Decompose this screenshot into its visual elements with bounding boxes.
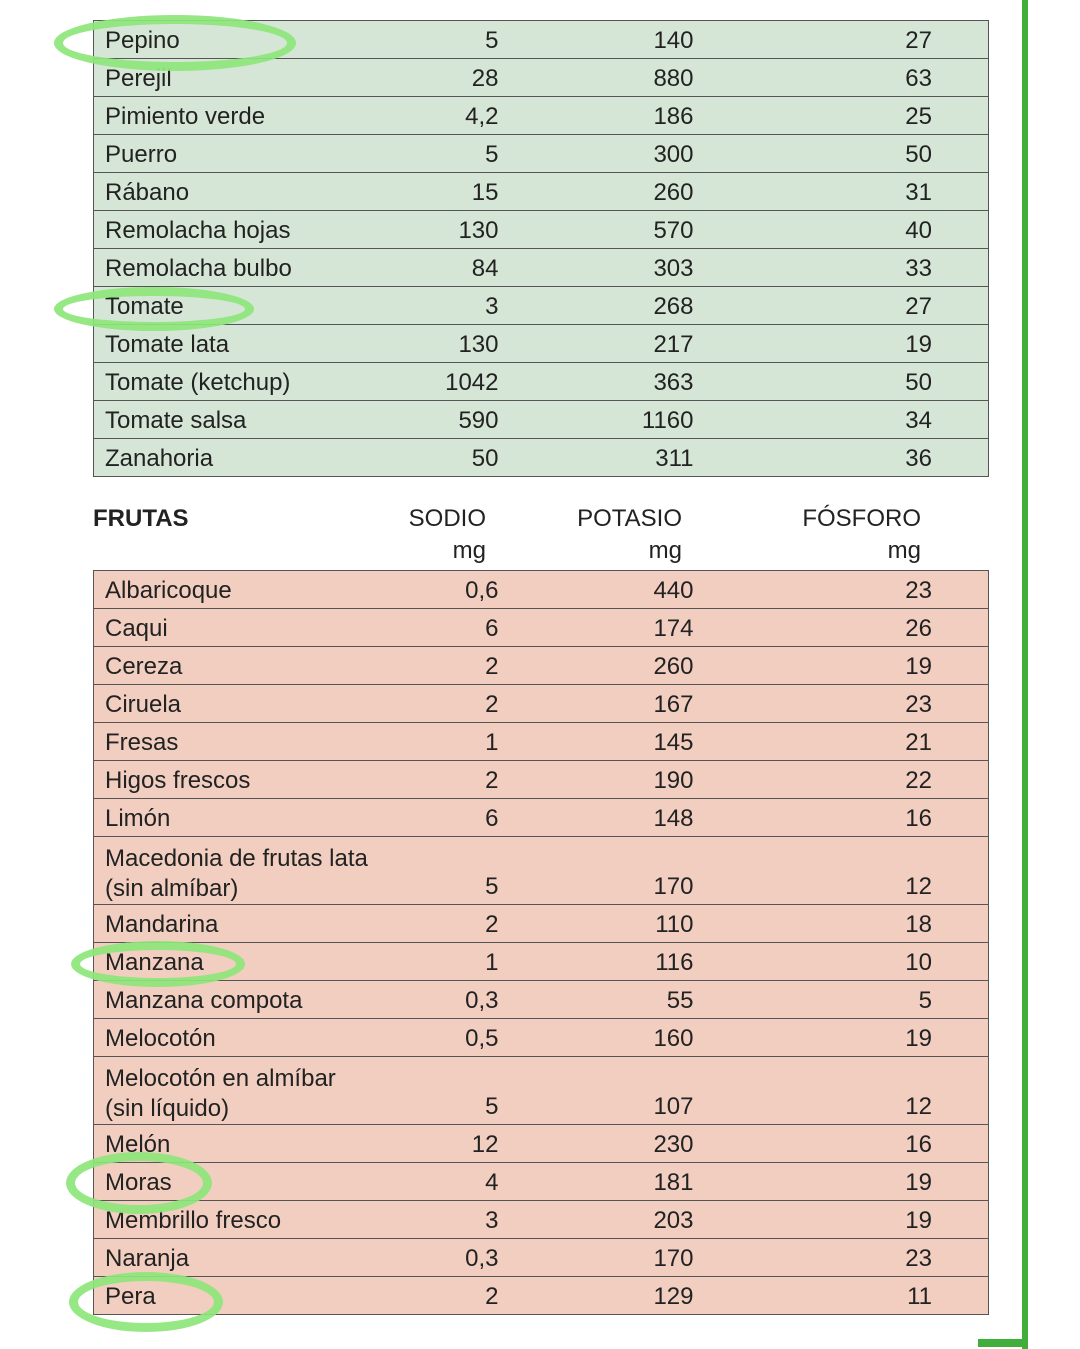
sodium-value: 2 bbox=[485, 767, 499, 794]
sodium-value: 4 bbox=[485, 1169, 499, 1196]
potassium-value-cell bbox=[499, 837, 694, 905]
sodium-value-cell bbox=[394, 1277, 499, 1315]
food-name: Pimiento verde bbox=[105, 103, 266, 130]
food-name: Naranja bbox=[105, 1245, 190, 1272]
potassium-value: 217 bbox=[653, 331, 694, 358]
phosphorus-value-cell bbox=[694, 799, 989, 837]
phosphorus-value: 19 bbox=[905, 331, 932, 358]
sodium-value: 0,3 bbox=[465, 1245, 499, 1272]
sodium-value-cell bbox=[394, 287, 499, 325]
sodium-value: 0,3 bbox=[465, 987, 499, 1014]
sodium-value-cell bbox=[394, 1019, 499, 1057]
food-name: Pepino bbox=[105, 27, 180, 54]
sodium-value-cell bbox=[394, 401, 499, 439]
sodium-value: 5 bbox=[485, 873, 499, 900]
food-name-cell bbox=[94, 761, 394, 799]
table-row bbox=[94, 1057, 989, 1125]
potassium-value-cell bbox=[499, 1125, 694, 1163]
food-name-cell bbox=[94, 1057, 394, 1125]
food-name: Tomate salsa bbox=[105, 407, 247, 434]
food-name-cell bbox=[94, 1019, 394, 1057]
phosphorus-value: 23 bbox=[905, 691, 932, 718]
sodium-value: 1 bbox=[485, 729, 499, 756]
phosphorus-value: 16 bbox=[905, 805, 932, 832]
potassium-value: 174 bbox=[653, 615, 694, 642]
food-name-cell bbox=[94, 571, 394, 609]
sodium-value: 2 bbox=[485, 1283, 499, 1310]
food-name: Tomate (ketchup) bbox=[105, 369, 291, 396]
phosphorus-value-cell bbox=[694, 1125, 989, 1163]
sodium-value-cell bbox=[394, 609, 499, 647]
food-name-cell bbox=[94, 97, 394, 135]
sodium-value: 28 bbox=[471, 65, 499, 92]
phosphorus-header-unit: mg bbox=[887, 537, 921, 564]
food-name: Puerro bbox=[105, 141, 178, 168]
table-row bbox=[94, 1277, 989, 1315]
phosphorus-value: 27 bbox=[905, 293, 932, 320]
phosphorus-value-cell bbox=[694, 211, 989, 249]
food-name: Perejil bbox=[105, 65, 172, 92]
potassium-value: 145 bbox=[653, 729, 694, 756]
table-row bbox=[94, 439, 989, 477]
phosphorus-value-cell bbox=[694, 723, 989, 761]
food-name: Caqui bbox=[105, 615, 168, 642]
sodium-value-cell bbox=[394, 571, 499, 609]
potassium-value-cell bbox=[499, 799, 694, 837]
highlight-pera bbox=[69, 1272, 223, 1332]
potassium-value-cell bbox=[499, 287, 694, 325]
highlight-moras bbox=[66, 1152, 212, 1214]
potassium-value-cell bbox=[499, 1239, 694, 1277]
food-name-cell bbox=[94, 905, 394, 943]
potassium-value-cell bbox=[499, 59, 694, 97]
food-name-cell bbox=[94, 647, 394, 685]
table-row bbox=[94, 571, 989, 609]
phosphorus-value-cell bbox=[694, 1201, 989, 1239]
phosphorus-value: 31 bbox=[905, 179, 932, 206]
phosphorus-value: 19 bbox=[905, 653, 932, 680]
potassium-value: 170 bbox=[653, 873, 694, 900]
food-name-cell bbox=[94, 211, 394, 249]
phosphorus-value-cell bbox=[694, 173, 989, 211]
table-row bbox=[94, 325, 989, 363]
food-name: Zanahoria bbox=[105, 445, 214, 472]
sodium-value-cell bbox=[394, 1239, 499, 1277]
sodium-value-cell bbox=[394, 905, 499, 943]
sodium-value: 5 bbox=[485, 1093, 499, 1120]
table-row bbox=[94, 1019, 989, 1057]
potassium-value: 140 bbox=[653, 27, 694, 54]
sodium-value: 1042 bbox=[445, 369, 499, 396]
table-row bbox=[94, 249, 989, 287]
potassium-value-cell bbox=[499, 1201, 694, 1239]
potassium-header-unit: mg bbox=[648, 537, 682, 564]
sodium-value-cell bbox=[394, 363, 499, 401]
phosphorus-value-cell bbox=[694, 135, 989, 173]
food-name-cell bbox=[94, 799, 394, 837]
food-name: Melocotón bbox=[105, 1025, 216, 1052]
page-border-rule bbox=[1022, 0, 1028, 1349]
table-row bbox=[94, 905, 989, 943]
sodium-value: 0,5 bbox=[465, 1025, 499, 1052]
sodium-value: 2 bbox=[485, 691, 499, 718]
phosphorus-value: 23 bbox=[905, 1245, 932, 1272]
phosphorus-value-cell bbox=[694, 401, 989, 439]
phosphorus-value: 19 bbox=[905, 1207, 932, 1234]
sodium-value: 3 bbox=[485, 1207, 499, 1234]
sodium-value-cell bbox=[394, 1057, 499, 1125]
phosphorus-value-cell bbox=[694, 1019, 989, 1057]
sodium-value-cell bbox=[394, 211, 499, 249]
sodium-value-cell bbox=[394, 647, 499, 685]
sodium-value: 130 bbox=[458, 331, 499, 358]
phosphorus-value-cell bbox=[694, 943, 989, 981]
sodium-value-cell bbox=[394, 97, 499, 135]
food-name: Melón bbox=[105, 1131, 171, 1158]
potassium-value-cell bbox=[499, 1277, 694, 1315]
food-name-cell bbox=[94, 1239, 394, 1277]
food-name-cell bbox=[94, 685, 394, 723]
potassium-value: 440 bbox=[653, 577, 694, 604]
food-name: Fresas bbox=[105, 729, 179, 756]
potassium-value: 170 bbox=[653, 1245, 694, 1272]
phosphorus-value-cell bbox=[694, 647, 989, 685]
potassium-value: 230 bbox=[653, 1131, 694, 1158]
page-border-foot bbox=[978, 1339, 1028, 1347]
potassium-value: 160 bbox=[653, 1025, 694, 1052]
table-row bbox=[94, 135, 989, 173]
sodium-value: 4,2 bbox=[465, 103, 499, 130]
table-row bbox=[94, 647, 989, 685]
potassium-value-cell bbox=[499, 943, 694, 981]
phosphorus-value: 25 bbox=[905, 103, 932, 130]
potassium-value: 268 bbox=[653, 293, 694, 320]
potassium-value: 167 bbox=[653, 691, 694, 718]
phosphorus-value: 40 bbox=[905, 217, 932, 244]
phosphorus-value: 26 bbox=[905, 615, 932, 642]
table-row bbox=[94, 1239, 989, 1277]
sodium-value-cell bbox=[394, 837, 499, 905]
fruits-table-body bbox=[94, 571, 989, 1315]
sodium-value-cell bbox=[394, 1201, 499, 1239]
food-name: Pera bbox=[105, 1283, 156, 1310]
food-name-line2: (sin almíbar) bbox=[105, 875, 239, 902]
phosphorus-value-cell bbox=[694, 1239, 989, 1277]
phosphorus-value: 50 bbox=[905, 369, 932, 396]
sodium-value: 2 bbox=[485, 911, 499, 938]
phosphorus-value: 5 bbox=[918, 987, 932, 1014]
potassium-value-cell bbox=[499, 685, 694, 723]
food-name-cell bbox=[94, 723, 394, 761]
phosphorus-value-cell bbox=[694, 325, 989, 363]
phosphorus-value: 12 bbox=[905, 873, 932, 900]
sodium-value-cell bbox=[394, 943, 499, 981]
phosphorus-value-cell bbox=[694, 1277, 989, 1315]
phosphorus-value: 22 bbox=[905, 767, 932, 794]
potassium-value-cell bbox=[499, 571, 694, 609]
food-name: Manzana compota bbox=[105, 987, 303, 1014]
phosphorus-value-cell bbox=[694, 571, 989, 609]
phosphorus-value-cell bbox=[694, 59, 989, 97]
potassium-value: 311 bbox=[655, 445, 694, 472]
sodium-value-cell bbox=[394, 981, 499, 1019]
phosphorus-header-label: FÓSFORO bbox=[802, 505, 921, 532]
food-name-cell bbox=[94, 135, 394, 173]
potassium-value-cell bbox=[499, 647, 694, 685]
phosphorus-value-cell bbox=[694, 249, 989, 287]
table-row bbox=[94, 211, 989, 249]
food-name: Melocotón en almíbar bbox=[105, 1065, 336, 1092]
table-row bbox=[94, 799, 989, 837]
phosphorus-value: 36 bbox=[905, 445, 932, 472]
phosphorus-value: 19 bbox=[905, 1169, 932, 1196]
potassium-value: 55 bbox=[666, 987, 694, 1014]
sodium-value: 84 bbox=[471, 255, 499, 282]
food-name: Moras bbox=[105, 1169, 172, 1196]
potassium-column-header bbox=[560, 505, 682, 565]
potassium-value-cell bbox=[499, 723, 694, 761]
phosphorus-value: 34 bbox=[905, 407, 932, 434]
phosphorus-value: 33 bbox=[905, 255, 932, 282]
phosphorus-value: 63 bbox=[905, 65, 932, 92]
potassium-value: 186 bbox=[653, 103, 694, 130]
potassium-value: 260 bbox=[653, 653, 694, 680]
food-name: Cereza bbox=[105, 653, 183, 680]
food-name-cell bbox=[94, 173, 394, 211]
vegetables-table bbox=[93, 20, 989, 477]
phosphorus-value-cell bbox=[694, 439, 989, 477]
sodium-value-cell bbox=[394, 59, 499, 97]
phosphorus-value-cell bbox=[694, 97, 989, 135]
sodium-value: 130 bbox=[458, 217, 499, 244]
sodium-header-label: SODIO bbox=[408, 505, 486, 532]
food-name-cell bbox=[94, 439, 394, 477]
sodium-value-cell bbox=[394, 439, 499, 477]
sodium-header-unit: mg bbox=[452, 537, 486, 564]
table-row bbox=[94, 363, 989, 401]
table-row bbox=[94, 97, 989, 135]
phosphorus-value-cell bbox=[694, 685, 989, 723]
food-name-line2: (sin líquido) bbox=[105, 1095, 230, 1122]
potassium-value-cell bbox=[499, 609, 694, 647]
potassium-value-cell bbox=[499, 761, 694, 799]
sodium-value: 6 bbox=[485, 805, 499, 832]
phosphorus-value-cell bbox=[694, 287, 989, 325]
table-row bbox=[94, 723, 989, 761]
food-name: Ciruela bbox=[105, 691, 182, 718]
vegetables-table-body bbox=[94, 21, 989, 477]
phosphorus-column-header bbox=[790, 505, 921, 565]
sodium-value-cell bbox=[394, 1163, 499, 1201]
table-row bbox=[94, 837, 989, 905]
phosphorus-value-cell bbox=[694, 609, 989, 647]
phosphorus-value: 19 bbox=[905, 1025, 932, 1052]
sodium-value-cell bbox=[394, 173, 499, 211]
potassium-value-cell bbox=[499, 173, 694, 211]
table-row bbox=[94, 761, 989, 799]
potassium-value: 300 bbox=[653, 141, 694, 168]
potassium-value-cell bbox=[499, 401, 694, 439]
phosphorus-value: 21 bbox=[905, 729, 932, 756]
food-name: Albaricoque bbox=[105, 577, 232, 604]
phosphorus-value-cell bbox=[694, 21, 989, 59]
food-name: Limón bbox=[105, 805, 171, 832]
phosphorus-value-cell bbox=[694, 837, 989, 905]
potassium-value-cell bbox=[499, 981, 694, 1019]
fruits-section-title: FRUTAS bbox=[93, 505, 189, 532]
sodium-value: 15 bbox=[471, 179, 499, 206]
food-name: Rábano bbox=[105, 179, 190, 206]
potassium-value-cell bbox=[499, 325, 694, 363]
potassium-value-cell bbox=[499, 135, 694, 173]
potassium-value: 190 bbox=[653, 767, 694, 794]
potassium-header-label: POTASIO bbox=[577, 505, 682, 532]
sodium-value-cell bbox=[394, 685, 499, 723]
sodium-column-header bbox=[380, 505, 486, 565]
food-name-cell bbox=[94, 401, 394, 439]
food-name: Tomate bbox=[105, 293, 184, 320]
potassium-value: 129 bbox=[653, 1283, 694, 1310]
phosphorus-value: 12 bbox=[905, 1093, 932, 1120]
food-name: Higos frescos bbox=[105, 767, 251, 794]
sodium-value-cell bbox=[394, 761, 499, 799]
potassium-value-cell bbox=[499, 363, 694, 401]
food-name-cell bbox=[94, 249, 394, 287]
fruits-table bbox=[93, 570, 989, 1315]
phosphorus-value: 16 bbox=[905, 1131, 932, 1158]
food-name: Membrillo fresco bbox=[105, 1207, 282, 1234]
highlight-pepino bbox=[54, 15, 296, 71]
table-row bbox=[94, 685, 989, 723]
potassium-value-cell bbox=[499, 249, 694, 287]
phosphorus-value: 10 bbox=[905, 949, 932, 976]
potassium-value: 116 bbox=[655, 949, 694, 976]
food-name: Manzana bbox=[105, 949, 204, 976]
sodium-value: 1 bbox=[485, 949, 499, 976]
potassium-value: 880 bbox=[653, 65, 694, 92]
sodium-value: 2 bbox=[485, 653, 499, 680]
phosphorus-value-cell bbox=[694, 761, 989, 799]
sodium-value-cell bbox=[394, 21, 499, 59]
food-name-cell bbox=[94, 363, 394, 401]
food-name: Tomate lata bbox=[105, 331, 230, 358]
sodium-value: 6 bbox=[485, 615, 499, 642]
sodium-value: 0,6 bbox=[465, 577, 499, 604]
phosphorus-value-cell bbox=[694, 981, 989, 1019]
potassium-value-cell bbox=[499, 905, 694, 943]
potassium-value-cell bbox=[499, 21, 694, 59]
sodium-value-cell bbox=[394, 135, 499, 173]
potassium-value: 363 bbox=[653, 369, 694, 396]
sodium-value: 5 bbox=[485, 27, 499, 54]
potassium-value-cell bbox=[499, 211, 694, 249]
phosphorus-value-cell bbox=[694, 363, 989, 401]
sodium-value: 3 bbox=[485, 293, 499, 320]
food-name: Mandarina bbox=[105, 911, 219, 938]
sodium-value: 5 bbox=[485, 141, 499, 168]
highlight-tomate bbox=[54, 287, 254, 331]
potassium-value: 260 bbox=[653, 179, 694, 206]
potassium-value: 110 bbox=[655, 911, 694, 938]
potassium-value-cell bbox=[499, 1163, 694, 1201]
table-row bbox=[94, 1163, 989, 1201]
phosphorus-value: 23 bbox=[905, 577, 932, 604]
phosphorus-value: 11 bbox=[907, 1283, 932, 1310]
potassium-value: 181 bbox=[653, 1169, 694, 1196]
potassium-value-cell bbox=[499, 97, 694, 135]
phosphorus-value-cell bbox=[694, 1057, 989, 1125]
food-name: Remolacha hojas bbox=[105, 217, 291, 244]
table-row bbox=[94, 173, 989, 211]
table-row bbox=[94, 1125, 989, 1163]
potassium-value: 1160 bbox=[641, 407, 694, 434]
sodium-value: 12 bbox=[471, 1131, 499, 1158]
sodium-value-cell bbox=[394, 723, 499, 761]
food-name-cell bbox=[94, 609, 394, 647]
phosphorus-value: 18 bbox=[905, 911, 932, 938]
sodium-value-cell bbox=[394, 1125, 499, 1163]
phosphorus-value: 27 bbox=[905, 27, 932, 54]
potassium-value-cell bbox=[499, 439, 694, 477]
sodium-value: 590 bbox=[458, 407, 499, 434]
phosphorus-value-cell bbox=[694, 905, 989, 943]
food-name-cell bbox=[94, 837, 394, 905]
potassium-value: 303 bbox=[653, 255, 694, 282]
potassium-value-cell bbox=[499, 1019, 694, 1057]
potassium-value-cell bbox=[499, 1057, 694, 1125]
highlight-manzana bbox=[71, 941, 245, 987]
potassium-value: 107 bbox=[653, 1093, 694, 1120]
food-name: Macedonia de frutas lata bbox=[105, 845, 368, 872]
table-row bbox=[94, 401, 989, 439]
table-row bbox=[94, 981, 989, 1019]
table-row bbox=[94, 1201, 989, 1239]
potassium-value: 148 bbox=[653, 805, 694, 832]
sodium-value-cell bbox=[394, 325, 499, 363]
sodium-value-cell bbox=[394, 799, 499, 837]
sodium-value-cell bbox=[394, 249, 499, 287]
potassium-value: 203 bbox=[653, 1207, 694, 1234]
food-name: Remolacha bulbo bbox=[105, 255, 292, 282]
potassium-value: 570 bbox=[653, 217, 694, 244]
sodium-value: 50 bbox=[471, 445, 499, 472]
phosphorus-value: 50 bbox=[905, 141, 932, 168]
table-row bbox=[94, 609, 989, 647]
phosphorus-value-cell bbox=[694, 1163, 989, 1201]
